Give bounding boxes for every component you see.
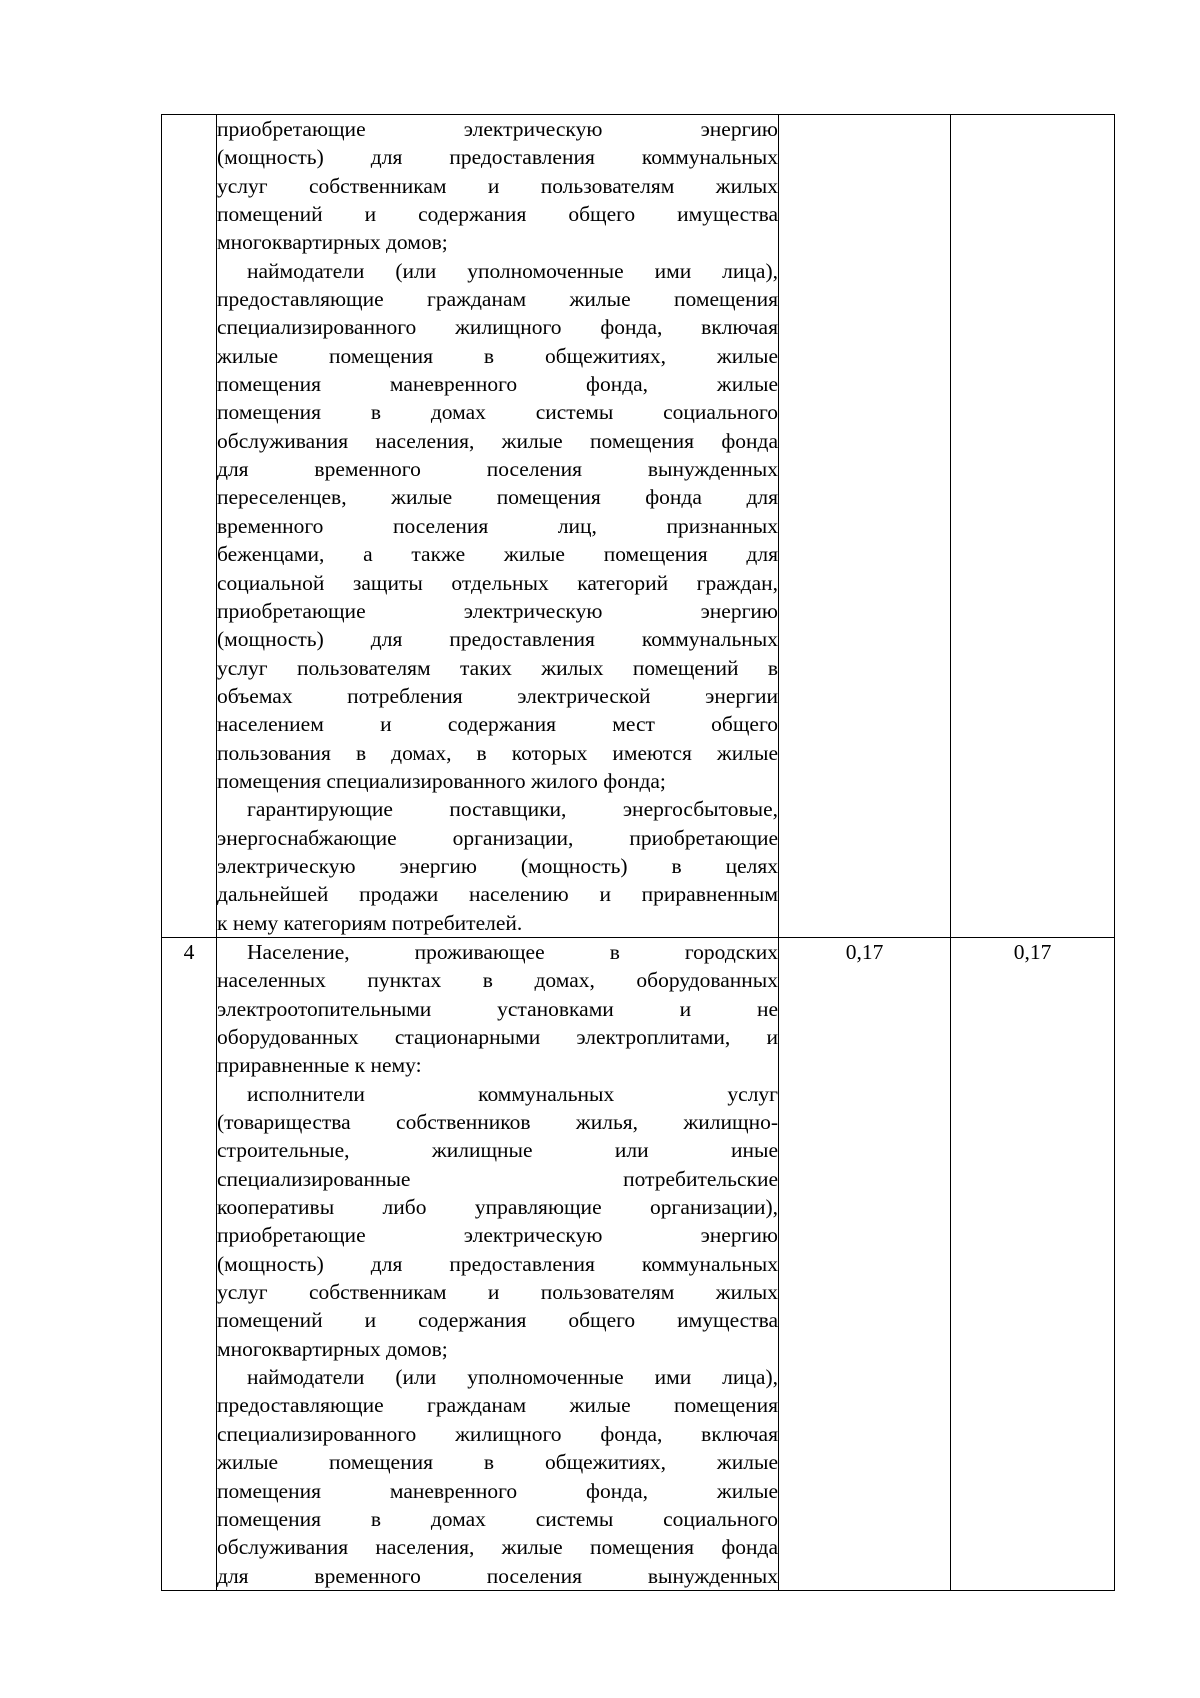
description-line: услуг собственникам и пользователям жилых: [217, 173, 778, 198]
description-line: помещения в домах системы социального: [217, 400, 778, 425]
value-cell-2: [951, 115, 1115, 938]
description-line: помещения специализированного жилого фонда;: [217, 768, 666, 793]
description-line: помещения в домах системы социального: [217, 1506, 778, 1531]
row-number-cell: [162, 115, 217, 938]
description-line: пользования в домах, в которых имеются жилые: [217, 740, 778, 765]
description-line: исполнители коммунальных услуг: [247, 1081, 778, 1106]
description-line: приобретающие электрическую энергию: [217, 117, 778, 141]
description-line: (мощность) для предоставления коммунальных: [217, 1251, 778, 1276]
description-line: жилые помещения в общежитиях, жилые: [217, 343, 778, 368]
description-line: населением и содержания мест общего: [217, 712, 778, 737]
row-description-cell: [217, 115, 779, 938]
description-line: специализированного жилищного фонда, включая: [217, 1421, 778, 1446]
description-line: дальнейшей продажи населению и приравненным: [217, 882, 778, 907]
description-line: гарантирующие поставщики, энергосбытовые,: [247, 797, 778, 822]
description-line: электрическую энергию (мощность) в целях: [217, 853, 778, 878]
description-line: переселенцев, жилые помещения фонда для: [217, 485, 778, 510]
description-line: услуг пользователям таких жилых помещений в: [217, 655, 778, 680]
description-line: (мощность) для предоставления коммунальных: [217, 627, 778, 652]
description-line: помещений и содержания общего имущества: [217, 1308, 778, 1333]
row-description-cell: [217, 937, 779, 1590]
description-text: [217, 115, 778, 937]
description-line: приобретающие электрическую энергию: [217, 1223, 778, 1248]
description-line: многоквартирных домов;: [217, 230, 448, 255]
description-line: наймодатели (или уполномоченные ими лица),: [247, 258, 778, 283]
description-line: приравненные к нему:: [217, 1053, 422, 1078]
description-line: специализированные потребительские: [217, 1166, 778, 1191]
description-line: Население, проживающее в городских: [247, 939, 778, 964]
description-line: для временного поселения вынужденных: [217, 1563, 778, 1588]
description-line: объемах потребления электрической энергии: [217, 683, 778, 708]
value-cell-1: 0,17: [779, 937, 951, 1590]
description-line: для временного поселения вынужденных: [217, 457, 778, 482]
description-line: предоставляющие гражданам жилые помещения: [217, 287, 778, 312]
description-line: (мощность) для предоставления коммунальных: [217, 145, 778, 170]
description-line: к нему категориям потребителей.: [217, 910, 523, 935]
description-line: услуг собственникам и пользователям жилых: [217, 1280, 778, 1305]
description-line: обслуживания населения, жилые помещения фонда: [217, 1535, 778, 1560]
table-row: [162, 115, 1115, 938]
value-cell-2: 0,17: [951, 937, 1115, 1590]
description-line: населенных пунктах в домах, оборудованных: [217, 968, 778, 993]
description-line: помещений и содержания общего имущества: [217, 202, 778, 227]
description-line: приобретающие электрическую энергию: [217, 598, 778, 623]
description-line: временного поселения лиц, признанных: [217, 513, 778, 538]
description-line: социальной защиты отдельных категорий граждан,: [217, 570, 778, 595]
description-line: предоставляющие гражданам жилые помещения: [217, 1393, 778, 1418]
description-line: обслуживания населения, жилые помещения фонда: [217, 428, 778, 453]
description-line: специализированного жилищного фонда, включая: [217, 315, 778, 340]
description-line: оборудованных стационарными электроплитами, и: [217, 1025, 778, 1049]
tariff-table: [161, 114, 1115, 1591]
description-line: строительные, жилищные или иные: [217, 1138, 778, 1163]
description-line: наймодатели (или уполномоченные ими лица),: [247, 1365, 778, 1390]
description-line: кооперативы либо управляющие организации),: [217, 1195, 778, 1220]
description-text: [217, 938, 778, 1590]
description-line: помещения маневренного фонда, жилые: [217, 372, 778, 397]
description-line: помещения маневренного фонда, жилые: [217, 1478, 778, 1503]
description-line: жилые помещения в общежитиях, жилые: [217, 1450, 778, 1475]
description-line: (товарищества собственников жилья, жилищно-: [217, 1110, 778, 1135]
description-line: многоквартирных домов;: [217, 1336, 448, 1361]
row-number-cell: 4: [162, 937, 217, 1590]
description-line: электроотопительными установками и не: [217, 996, 778, 1021]
table-row: [162, 937, 1115, 1590]
description-line: энергоснабжающие организации, приобретающие: [217, 825, 778, 850]
description-line: беженцами, а также жилые помещения для: [217, 542, 778, 567]
value-cell-1: [779, 115, 951, 938]
